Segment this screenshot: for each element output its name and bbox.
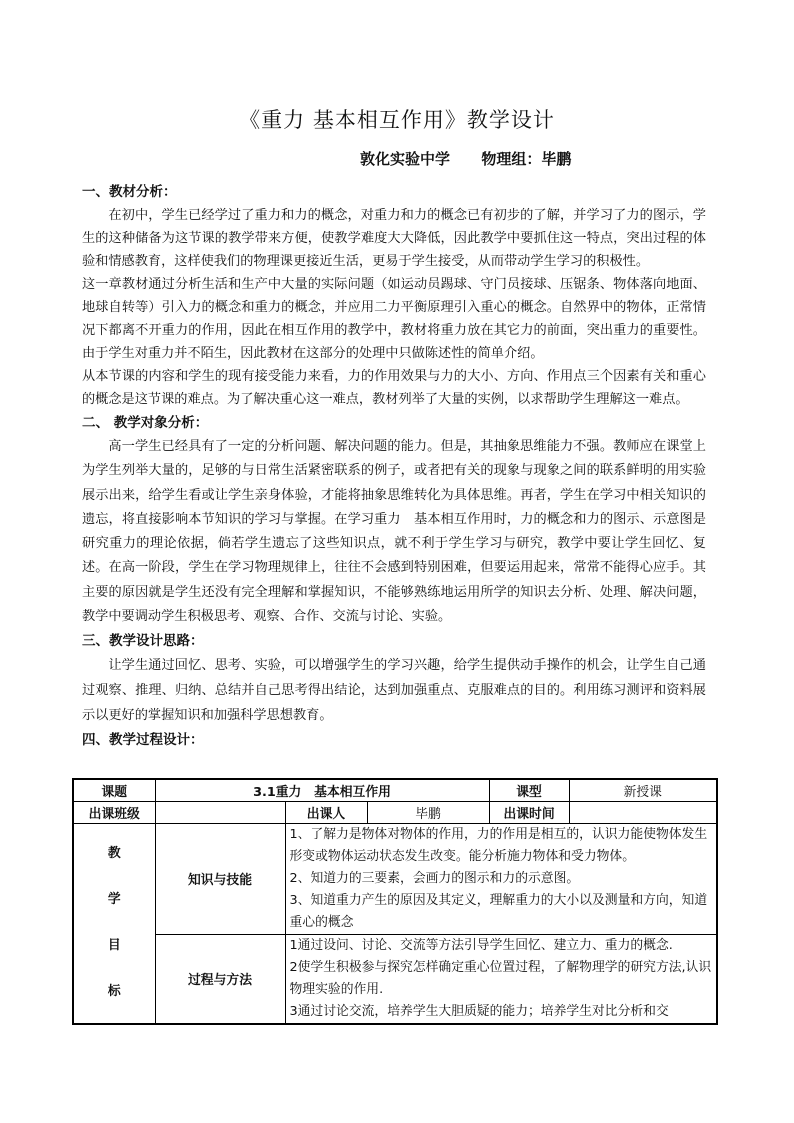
knowledge-skills-content — [285, 823, 717, 934]
section-3 — [82, 629, 706, 728]
section-3-paragraph-1: 让学生通过回忆、思考、实验，可以增强学生的学习兴趣，给学生提供动手操作的机会，让学生自己通过观察、推理、归纳、总结并自己思考得出结论，达到加强重点、克服难点的目的。利用练习测评和资料展示以更好的掌握知识和加强科学思想教育。 — [82, 658, 706, 724]
process-method-label: 过程与方法 — [155, 934, 285, 1024]
section-4-heading: 四、教学过程设计： — [82, 732, 204, 749]
table-row-knowledge — [73, 823, 717, 934]
section-1-paragraph-2: 这一章教材通过分析生活和生产中大量的实际问题（如运动员踢球、守门员接球、压锯条、物体落向地面、地球自转等）引入力的概念和重力的概念，并应用二力平衡原理引入重心的概念。自然界中的物体，正常情况下都离不开重力的作用，因此在相互作用的教学中，教材将重力放在其它力的前面，突出重力的重要性。由于学生对重力并不陌生，因此教材在这部分的处理中只做陈述性的简单介绍。 — [82, 277, 706, 361]
lesson-type-value: 新授课 — [569, 779, 717, 801]
knowledge-item-1: 1、了解力是物体对物体的作用，力的作用是相互的，认识力能使物体发生形变或物体运动状态发生改变。能分析施力物体和受力物体。 — [289, 826, 708, 864]
process-item-2: 2使学生积极参与探究怎样确定重心位置过程，了解物理学的研究方法,认识物理实验的作用. — [289, 959, 712, 997]
teacher-value: 毕鹏 — [367, 801, 489, 823]
table-row-process — [73, 934, 717, 1024]
lesson-type-label: 课型 — [489, 779, 569, 801]
process-method-content — [285, 934, 717, 1024]
section-2 — [82, 411, 706, 629]
knowledge-item-2: 2、知道力的三要素，会画力的图示和力的示意图。 — [289, 870, 580, 886]
process-item-1: 1通过设问、讨论、交流等方法引导学生回忆、建立力、重力的概念. — [289, 937, 673, 953]
goals-char-3: 目 — [107, 938, 121, 953]
table-row-topic — [73, 779, 717, 801]
knowledge-item-3: 3、知道重力产生的原因及其定义，理解重力的大小以及测量和方向，知道重心的概念 — [289, 892, 708, 930]
lesson-plan-table — [72, 778, 718, 1025]
class-label: 出课班级 — [73, 801, 155, 823]
section-2-paragraph-1: 高一学生已经具有了一定的分析问题、解决问题的能力。但是，其抽象思维能力不强。教师应在课堂上为学生列举大量的，足够的与日常生活紧密联系的例子，或者把有关的现象与现象之间的联系鲜明的用实验展示出来，给学生看或让学生亲身体验，才能将抽象思维转化为具体思维。再者，学生在学习中相关知识的遗忘，将直接影响本节知识的学习与掌握。在学习重力 基本相互作用时，力的概念和力的图示、示意图是研究重力的理论依据，倘若学生遗忘了这些知识点，就不利于学生学习与研究，教学中要让学生回忆、复述。在高一阶段，学生在学习物理规律上，往往不会感到特别困难，但要运用起来，常常不能得心应手。其主要的原因就是学生还没有完全理解和掌握知识，不能够熟练地运用所学的知识去分析、处理、解决问题，教学中要调动学生积极思考、观察、合作、交流与讨论、实验。 — [82, 439, 706, 625]
process-item-3: 3通过讨论交流，培养学生大胆质疑的能力；培养学生对比分析和交 — [289, 1003, 669, 1019]
goals-char-2: 学 — [107, 892, 121, 907]
time-value — [569, 801, 717, 823]
topic-value: 3.1重力 基本相互作用 — [155, 779, 489, 801]
table-row-class-info — [73, 801, 717, 823]
section-1-paragraph-1: 在初中，学生已经学过了重力和力的概念，对重力和力的概念已有初步的了解，并学习了力的图示，学生的这种储备为这节课的教学带来方便，使教学难度大大降低，因此教学中要抓住这一特点，突出过程的体验和情感教育，这样使我们的物理课更接近生活，更易于学生接受，从而带动学生学习的积极性。 — [82, 208, 706, 269]
document-body — [82, 180, 706, 752]
goals-char-4: 标 — [107, 984, 121, 999]
section-1-heading: 一、教材分析： — [82, 184, 177, 200]
section-3-heading: 三、教学设计思路： — [82, 633, 204, 650]
goals-char-1: 教 — [107, 846, 121, 861]
document-title: 《重力 基本相互作用》教学设计 — [239, 108, 555, 132]
knowledge-skills-label: 知识与技能 — [155, 823, 285, 934]
time-label: 出课时间 — [489, 801, 569, 823]
section-1-paragraph-3: 从本节课的内容和学生的现有接受能力来看，力的作用效果与力的大小、方向、作用点三个因素有关和重心的概念是这节课的难点。为了解决重心这一难点，教材列举了大量的实例，以求帮助学生理解这一难点。 — [82, 369, 706, 407]
teacher-label: 出课人 — [285, 801, 367, 823]
teaching-goals-label — [73, 823, 155, 1024]
class-value — [155, 801, 285, 823]
section-2-heading: 二、 教学对象分析： — [82, 415, 209, 431]
topic-label: 课题 — [73, 779, 155, 801]
document-subtitle: 敦化实验中学 物理组：毕鹏 — [360, 150, 572, 168]
